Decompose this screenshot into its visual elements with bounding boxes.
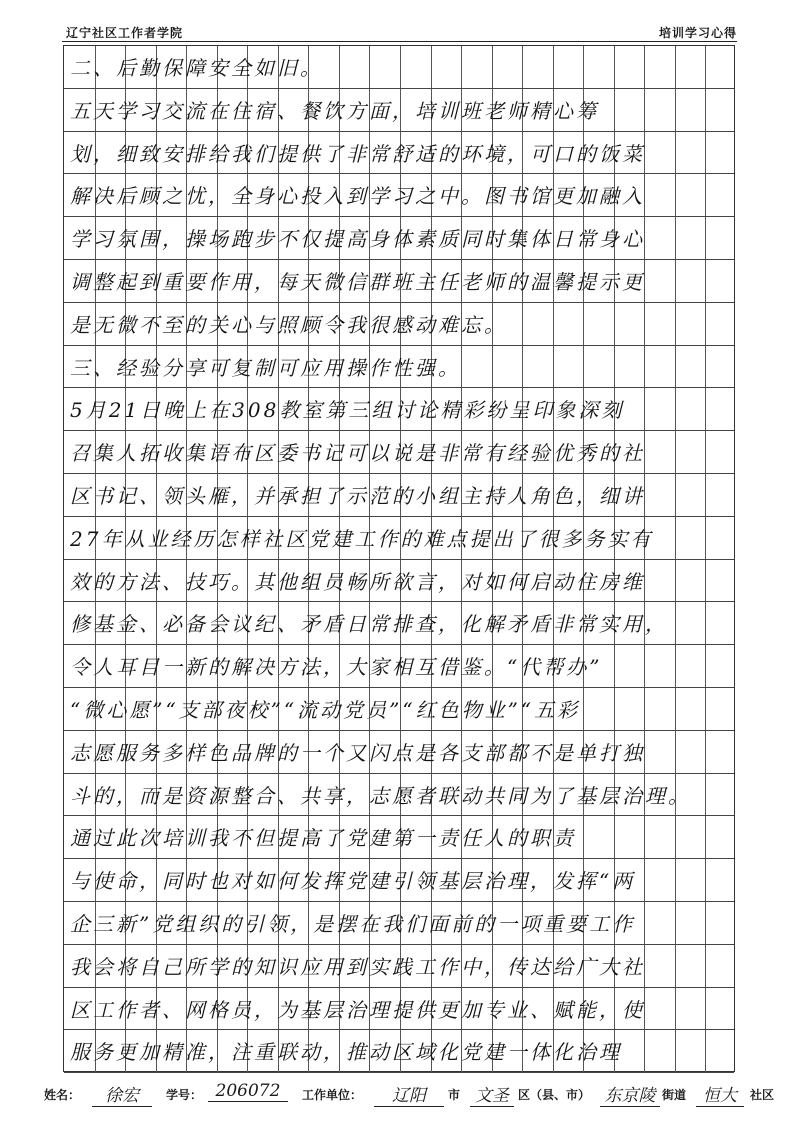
- community-value: 恒大: [696, 1081, 744, 1107]
- writing-grid: [63, 45, 735, 1072]
- handwritten-line: 五天学习交流在住宿、餐饮方面，培训班老师精心筹: [70, 98, 599, 123]
- handwritten-line: 与使命，同时也对如何发挥党建引领基层治理，发挥“两: [70, 869, 636, 894]
- handwritten-line: 修基金、必备会议纪、矛盾日常排查，化解矛盾非常实用，: [70, 612, 668, 637]
- street-value: 东京陵: [600, 1081, 660, 1107]
- grid-row: [64, 388, 734, 431]
- grid-row: [64, 945, 734, 988]
- grid-row: [64, 217, 734, 260]
- grid-row: [64, 174, 734, 217]
- grid-row: [64, 303, 734, 346]
- grid-row: [64, 688, 734, 731]
- grid-row: [64, 731, 734, 774]
- city-suffix: 市: [448, 1088, 461, 1102]
- work-unit-label: 工作单位：: [302, 1088, 363, 1102]
- handwritten-line: 调整起到重要作用，每天微信群班主任老师的温馨提示更: [70, 270, 645, 294]
- grid-row: [64, 132, 734, 175]
- student-id-label: 学号：: [166, 1088, 203, 1102]
- student-id-value: 206072: [208, 1081, 288, 1102]
- handwritten-line: 效的方法、技巧。其他组员畅所欲言，对如何启动住房维: [70, 569, 645, 594]
- grid-row: [64, 902, 734, 945]
- grid-row: [64, 1030, 734, 1073]
- grid-row: [64, 988, 734, 1031]
- handwritten-line: 区书记、领头雁，并承担了示范的小组主持人角色，细讲: [70, 484, 645, 508]
- handwritten-line: 通过此次培训我不但提高了党建第一责任人的职责: [70, 826, 576, 851]
- handwritten-line: “微心愿”“支部夜校”“流动党员”“红色物业”“五彩: [70, 698, 581, 722]
- grid-row: [64, 260, 734, 303]
- handwritten-line: 区工作者、网格员，为基层治理提供更加专业、赋能，使: [70, 997, 645, 1022]
- handwritten-line: 召集人拓收集语布区委书记可以说是非常有经验优秀的社: [70, 441, 645, 466]
- grid-row: [64, 431, 734, 474]
- handwritten-line: 志愿服务多样色品牌的一个又闪点是各支部都不是单打独: [70, 740, 645, 765]
- grid-row: [64, 816, 734, 859]
- grid-row: [64, 774, 734, 817]
- page-footer: [40, 1080, 775, 1108]
- handwritten-line: 服务更加精准，注重联动，推动区域化党建一体化治理: [70, 1040, 622, 1065]
- handwritten-line: 我会将自己所学的知识应用到实践工作中，传达给广大社: [70, 954, 645, 979]
- handwritten-line: 27年从业经历怎样社区党建工作的难点提出了很多务实有: [70, 526, 654, 551]
- document-title: 培训学习心得: [658, 26, 737, 40]
- handwritten-line: 斗的，而是资源整合、共享，志愿者联动共同为了基层治理。: [70, 783, 691, 808]
- handwritten-line: 令人耳目一新的解决方法，大家相互借鉴。“代帮办”: [70, 655, 603, 680]
- handwritten-line: 划，细致安排给我们提供了非常舒适的环境，可口的饭菜: [70, 141, 645, 166]
- grid-row: [64, 46, 734, 89]
- grid-row: [64, 346, 734, 389]
- name-value: 徐宏: [92, 1081, 152, 1107]
- handwritten-line: 解决后顾之忧，全身心投入到学习之中。图书馆更加融入: [70, 184, 645, 209]
- grid-row: [64, 560, 734, 603]
- street-suffix: 街道: [662, 1088, 687, 1102]
- grid-row: [64, 517, 734, 560]
- handwritten-line: 5月21日晚上在308教室第三组讨论精彩纷呈印象深刻: [70, 398, 625, 423]
- handwritten-line: 三、经验分享可复制可应用操作性强。: [70, 355, 461, 380]
- community-suffix: 社区: [750, 1088, 775, 1102]
- district-suffix: 区（县、市）: [518, 1088, 591, 1102]
- page-header: [60, 20, 737, 42]
- name-label: 姓名：: [44, 1088, 81, 1102]
- grid-row: [64, 859, 734, 902]
- grid-row: [64, 602, 734, 645]
- handwritten-line: 二、后勤保障安全如旧。: [70, 56, 323, 80]
- grid-row: [64, 645, 734, 688]
- district-value: 文圣: [470, 1081, 514, 1107]
- handwritten-line: 企三新”党组织的引领，是摆在我们面前的一项重要工作: [70, 912, 636, 936]
- header-divider: [62, 41, 737, 42]
- grid-row: [64, 89, 734, 132]
- handwritten-line: 是无微不至的关心与照顾令我很感动难忘。: [70, 312, 507, 337]
- handwritten-line: 学习氛围，操场跑步不仅提高身体素质同时集体日常身心: [70, 227, 645, 252]
- institution-name: 辽宁社区工作者学院: [66, 26, 184, 40]
- city-value: 辽阳: [374, 1081, 444, 1107]
- grid-row: [64, 474, 734, 517]
